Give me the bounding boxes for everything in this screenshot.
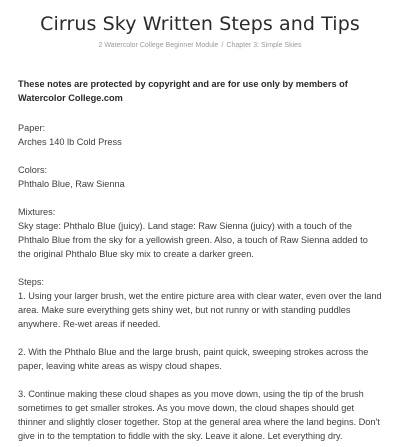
breadcrumb-chapter-link[interactable]: Chapter 3: Simple Skies bbox=[226, 42, 302, 49]
colors-section bbox=[18, 163, 382, 191]
copyright-notice: These notes are protected by copyright and are for use only by members of Watercolor College.com bbox=[18, 79, 348, 103]
paper-section bbox=[18, 121, 382, 149]
step-text: 1. Using your larger brush, wet the entire picture area with clear water, even over the land area. Make sure everything gets shiny wet, but not runny or with standing puddles anywhere. Re-wet areas if needed. bbox=[18, 291, 382, 329]
paper-label: Paper: bbox=[18, 123, 46, 133]
breadcrumb-module-link[interactable]: 2 Watercolor College Beginner Module bbox=[98, 42, 219, 49]
steps-label: Steps: bbox=[18, 277, 45, 287]
breadcrumb-separator: / bbox=[221, 42, 224, 49]
mixtures-value: Sky stage: Phthalo Blue (juicy). Land stage: Raw Sienna (juicy) with a touch of the Phthalo Blue from the sky for a yellowish green. Also, a touch of Raw Sienna added to the original Phthalo Blue sky mix to create a darker green. bbox=[18, 221, 368, 259]
paper-value: Arches 140 lb Cold Press bbox=[18, 137, 122, 147]
step-item: 2. With the Phthalo Blue and the large brush, paint quick, sweeping strokes across the paper, leaving white areas as wispy cloud shapes. bbox=[18, 347, 369, 371]
colors-value: Phthalo Blue, Raw Sienna bbox=[18, 179, 125, 189]
step-item: 3. Continue making these cloud shapes as you move down, using the tip of the brush sometimes to get smaller strokes. As you move down, the cloud shapes should get thinner and slightly closer together. Stop at the general area where the land begins. Don't give in to the temptation to fiddle with the sky. Leave it alone. Let everything dry. bbox=[18, 389, 380, 441]
mixtures-label: Mixtures: bbox=[18, 207, 56, 217]
step-item bbox=[18, 275, 382, 331]
mixtures-section bbox=[18, 205, 382, 261]
lesson-content bbox=[18, 77, 382, 443]
colors-label: Colors: bbox=[18, 165, 48, 175]
breadcrumb bbox=[18, 41, 382, 51]
page-title: Cirrus Sky Written Steps and Tips bbox=[40, 13, 360, 35]
